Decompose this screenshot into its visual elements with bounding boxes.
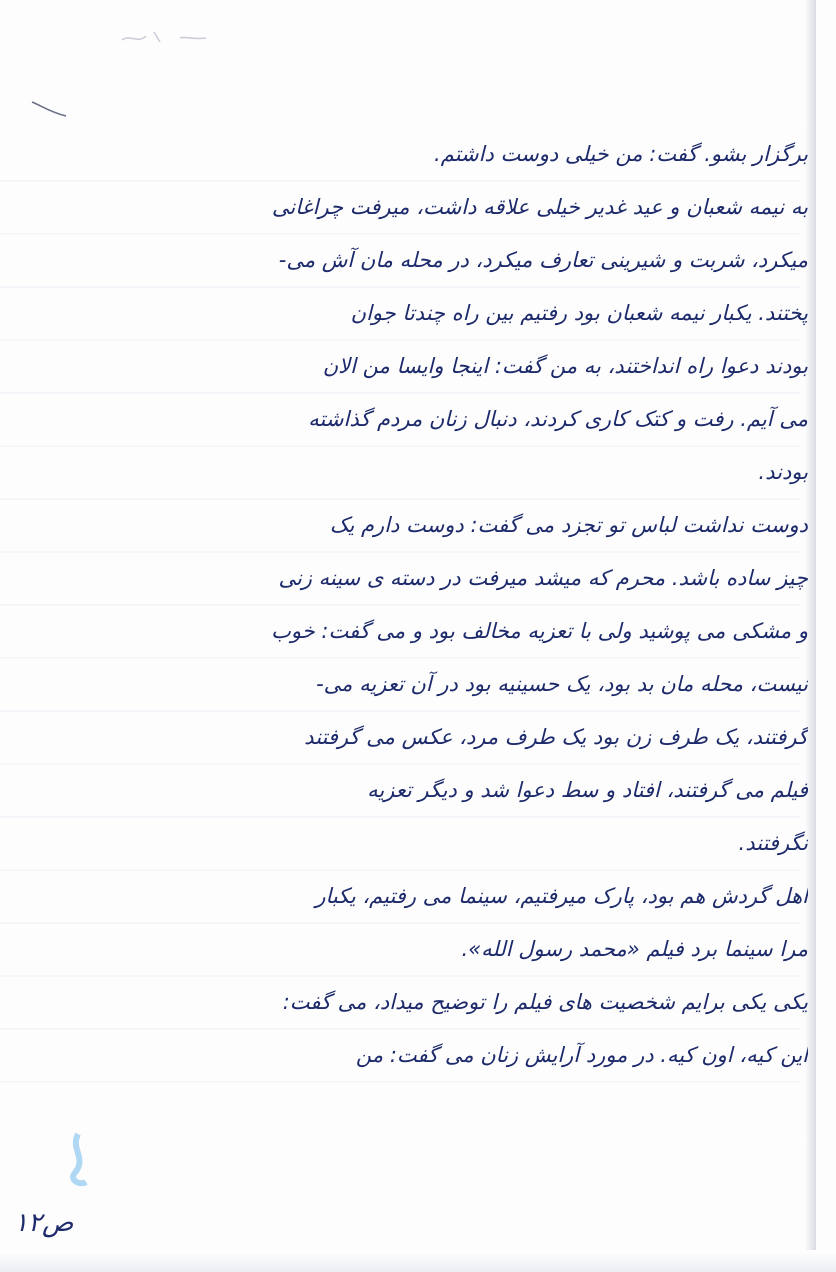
page-number: ص۱۲ xyxy=(14,1208,74,1238)
text-line: میکرد، شربت و شیرینی تعارف میکرد، در محله مان آش می- xyxy=(278,248,808,272)
text-line: بودند. xyxy=(758,460,808,484)
text-line: به نیمه شعبان و عید غدیر خیلی علاقه داشت، میرفت چراغانی xyxy=(271,195,808,219)
text-line: پختند. یکبار نیمه شعبان بود رفتیم بین راه چندتا جوان xyxy=(350,301,808,325)
text-line: و مشکی می پوشید ولی با تعزیه مخالف بود و می گفت: خوب xyxy=(271,619,808,643)
blue-ink-smudge xyxy=(60,1130,100,1190)
text-line: اهل گردش هم بود، پارک میرفتیم، سینما می رفتیم، یکبار xyxy=(315,884,808,908)
text-line: بودند دعوا راه انداختند، به من گفت: اینجا وایسا من الان xyxy=(322,354,808,378)
text-line: نیست، محله مان بد بود، یک حسینیه بود در آن تعزیه می- xyxy=(316,672,808,696)
text-line: فیلم می گرفتند، افتاد و سط دعوا شد و دیگر تعزیه xyxy=(367,778,808,802)
text-line: می آیم. رفت و کتک کاری کردند، دنبال زنان مردم گذاشته xyxy=(308,407,808,431)
text-line: چیز ساده باشد. محرم که میشد میرفت در دسته ی سینه زنی xyxy=(278,566,808,590)
text-line: این کیه، اون کیه. در مورد آرایش زنان می گفت: من xyxy=(355,1043,808,1067)
pen-mark-top xyxy=(120,26,210,50)
text-line: یکی یکی برایم شخصیت های فیلم را توضیح میداد، می گفت: xyxy=(282,990,808,1014)
text-line: گرفتند، یک طرف زن بود یک طرف مرد، عکس می گرفتند xyxy=(304,725,808,749)
text-line: برگزار بشو. گفت: من خیلی دوست داشتم. xyxy=(434,142,808,166)
pen-mark-left xyxy=(30,98,70,118)
text-line: مرا سینما برد فیلم «محمد رسول الله». xyxy=(461,937,808,961)
handwritten-text xyxy=(18,128,808,1082)
text-line: نگرفتند. xyxy=(738,831,808,855)
text-line: دوست نداشت لباس تو تجزد می گفت: دوست دارم یک xyxy=(329,513,808,537)
page-bottom-edge xyxy=(0,1250,836,1272)
